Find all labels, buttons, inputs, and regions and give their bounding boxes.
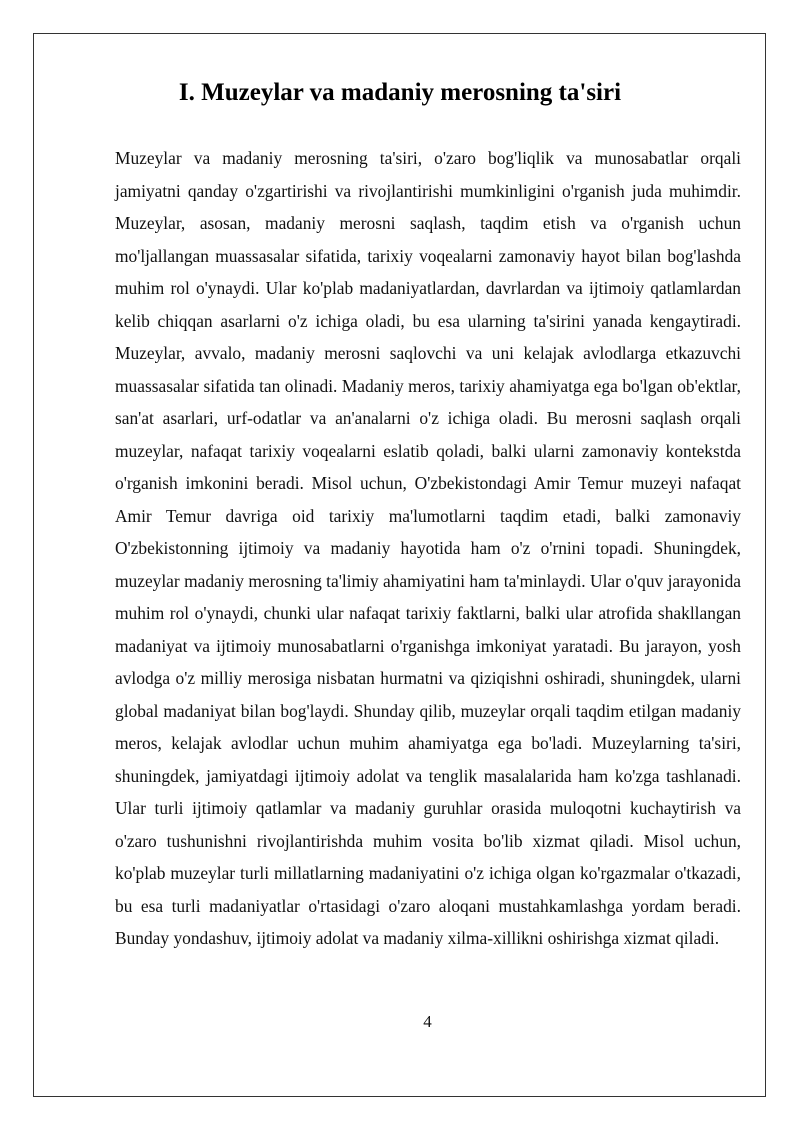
page-title: I. Muzeylar va madaniy merosning ta'siri [178, 79, 622, 106]
page-number: 4 [423, 1012, 432, 1031]
body-paragraph: Muzeylar va madaniy merosning ta'siri, o'zaro bog'liqlik va munosabatlar orqali jamiyatni qanday o'zgartirishi va rivojlantirishi mumkinligini o'rganish juda muhimdir. Muzeylar, asosan, madaniy merosni saqlash, taqdim etish va o'rganish uchun mo'ljallangan muassasalar sifatida, tarixiy voqealarni zamonaviy hayot bilan bog'lashda muhim rol o'ynaydi. Ular ko'plab madaniyatlardan, davrlardan va ijtimoiy qatlamlardan kelib chiqqan asarlarni o'z ichiga oladi, bu esa ularning ta'sirini yanada kengaytiradi. Muzeylar, avvalo, madaniy merosni saqlovchi va uni kelajak avlodlarga etkazuvchi muassasalar sifatida tan olinadi. Madaniy meros, tarixiy ahamiyatga ega bo'lgan ob'ektlar, san'at asarlari, urf-odatlar va an'analarni o'z ichiga oladi. Bu merosni saqlash orqali muzeylar, nafaqat tarixiy voqealarni eslatib qoladi, balki ularni zamonaviy kontekstda o'rganish imkonini beradi. Misol uchun, O'zbekistondagi Amir Temur muzeyi nafaqat Amir Temur davriga oid tarixiy ma'lumotlarni taqdim etadi, balki zamonaviy O'zbekistonning ijtimoiy va madaniy hayotida ham o'z o'rnini topadi. Shuningdek, muzeylar madaniy merosning ta'limiy ahamiyatini ham ta'minlaydi. Ular o'quv jarayonida muhim rol o'ynaydi, chunki ular nafaqat tarixiy faktlarni, balki ular atrofida shakllangan madaniyat va ijtimoiy munosabatlarni o'rganishga imkoniyat yaratadi. Bu jarayon, yosh avlodga o'z milliy merosiga nisbatan hurmatni va qiziqishni oshiradi, shuningdek, ularni global madaniyat bilan bog'laydi. Shunday qilib, muzeylar orqali taqdim etilgan madaniy meros, kelajak avlodlar uchun muhim ahamiyatga ega bo'ladi. Muzeylarning ta'siri, shuningdek, jamiyatdagi ijtimoiy adolat va tenglik masalalarida ham ko'zga tashlanadi. Ular turli ijtimoiy qatlamlar va madaniy guruhlar orasida muloqotni kuchaytirish va o'zaro tushunishni rivojlantirishda muhim vosita bo'lib xizmat qiladi. Misol uchun, ko'plab muzeylar turli millatlarning madaniyatini o'z ichiga olgan ko'rgazmalar o'tkazadi, bu esa turli madaniyatlar o'rtasidagi o'zaro aloqani mustahkamlashga yordam beradi. Bunday yondashuv, ijtimoiy adolat va madaniy xilma-xillikni oshirishga xizmat qiladi. [115, 148, 741, 948]
